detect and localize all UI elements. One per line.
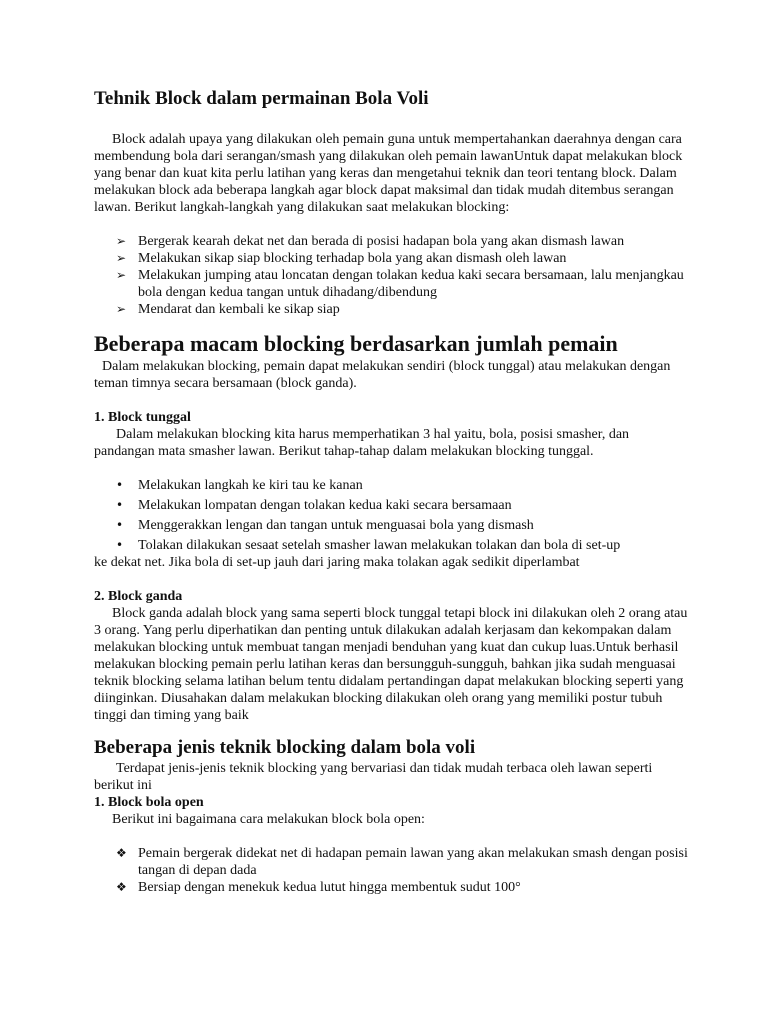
list-item: ❖ Pemain bergerak didekat net di hadapan pemain lawan yang akan melakukan smash dengan posisi tangan di depan dada [116, 846, 688, 878]
bullet-icon: • [116, 498, 124, 512]
block-ganda-text: Block ganda adalah block yang sama seperti block tunggal tetapi block ini dilakukan oleh 2 orang atau 3 orang. Yang perlu diperhatikan dan penting untuk dilakukan adalah kerjasam dan kekompakan dalam melakukan blocking untuk membuat tangan menjadi benduhan yang kuat dan cukup luas.Untuk berhasil melakukan blocking pemain perlu latihan keras dan bersungguh-sungguh, bahkan jika sudah menguasai teknik blocking selama latihan belum tentu didalam pertandingan dapat melakukan blocking seperti yang diinginkan. Diusahakan dalam melakukan blocking dilakukan oleh orang yang memiliki postur tubuh tinggi dan timing yang baik [94, 606, 688, 723]
bullet-icon: • [116, 518, 124, 532]
list-item: ➢ Melakukan sikap siap blocking terhadap bola yang akan dismash oleh lawan [116, 251, 567, 266]
subheading-block-bola-open: 1. Block bola open [94, 795, 204, 810]
list-item: • Menggerakkan lengan dan tangan untuk menguasai bola yang dismash [116, 518, 534, 533]
section-heading-jenis-teknik: Beberapa jenis teknik blocking dalam bola voli [94, 737, 476, 758]
diamond-bullet-icon: ❖ [116, 880, 127, 894]
arrow-bullet-icon: ➢ [116, 302, 127, 316]
steps-list [94, 233, 688, 318]
block-tunggal-text: Dalam melakukan blocking kita harus memperhatikan 3 hal yaitu, bola, posisi smasher, dan pandangan mata smasher lawan. Berikut tahap-tahap dalam melakukan blocking tunggal. [94, 427, 630, 459]
arrow-bullet-icon: ➢ [116, 234, 127, 248]
subheading-block-tunggal: 1. Block tunggal [94, 410, 191, 425]
list-item: ➢ Bergerak kearah dekat net dan berada di posisi hadapan bola yang akan dismash lawan [116, 234, 625, 249]
list-item: ➢ Mendarat dan kembali ke sikap siap [116, 302, 340, 317]
intro-paragraph: Block adalah upaya yang dilakukan oleh pemain guna untuk mempertahankan daerahnya dengan cara membendung bola dari serangan/smash yang dilakukan oleh pemain lawanUntuk dapat melakukan block yang benar dan kuat kita perlu latihan yang keras dan mengetahui teknik dan teori tentang block. Dalam melakukan block ada beberapa langkah agar block dapat maksimal dan tidak mudah ditembus serangan lawan. Berikut langkah-langkah yang dilakukan saat melakukan blocking: [94, 132, 683, 215]
list-item: ➢ Melakukan jumping atau loncatan dengan tolakan kedua kaki secara bersamaan, lalu menjangkau bola dengan kedua tangan untuk dihadang/dibendung [116, 268, 684, 300]
section2-intro: Dalam melakukan blocking, pemain dapat melakukan sendiri (block tunggal) atau melakukan dengan teman timnya secara bersamaan (block ganda). [94, 359, 671, 391]
list-item: • Melakukan langkah ke kiri tau ke kanan [116, 478, 363, 493]
block-tunggal-list [94, 477, 688, 554]
document-title: Tehnik Block dalam permainan Bola Voli [94, 88, 429, 109]
list-item: • Tolakan dilakukan sesaat setelah smasher lawan melakukan tolakan dan bola di set-up [116, 538, 621, 553]
section-heading-jumlah-pemain: Beberapa macam blocking berdasarkan jumlah pemain [94, 331, 618, 356]
bullet-icon: • [116, 478, 124, 492]
list-item: • Melakukan lompatan dengan tolakan kedua kaki secara bersamaan [116, 498, 512, 513]
bullet-icon: • [116, 538, 124, 552]
block-open-list [94, 845, 688, 896]
arrow-bullet-icon: ➢ [116, 268, 127, 282]
block-tunggal-continuation: ke dekat net. Jika bola di set-up jauh dari jaring maka tolakan agak sedikit diperlambat [94, 555, 580, 570]
subheading-block-ganda: 2. Block ganda [94, 589, 183, 604]
block-open-text: Berikut ini bagaimana cara melakukan block bola open: [112, 812, 425, 827]
section3-intro: Terdapat jenis-jenis teknik blocking yang bervariasi dan tidak mudah terbaca oleh lawan seperti berikut ini [94, 761, 653, 793]
list-item: ❖ Bersiap dengan menekuk kedua lutut hingga membentuk sudut 100° [116, 880, 521, 895]
arrow-bullet-icon: ➢ [116, 251, 127, 265]
diamond-bullet-icon: ❖ [116, 846, 127, 860]
